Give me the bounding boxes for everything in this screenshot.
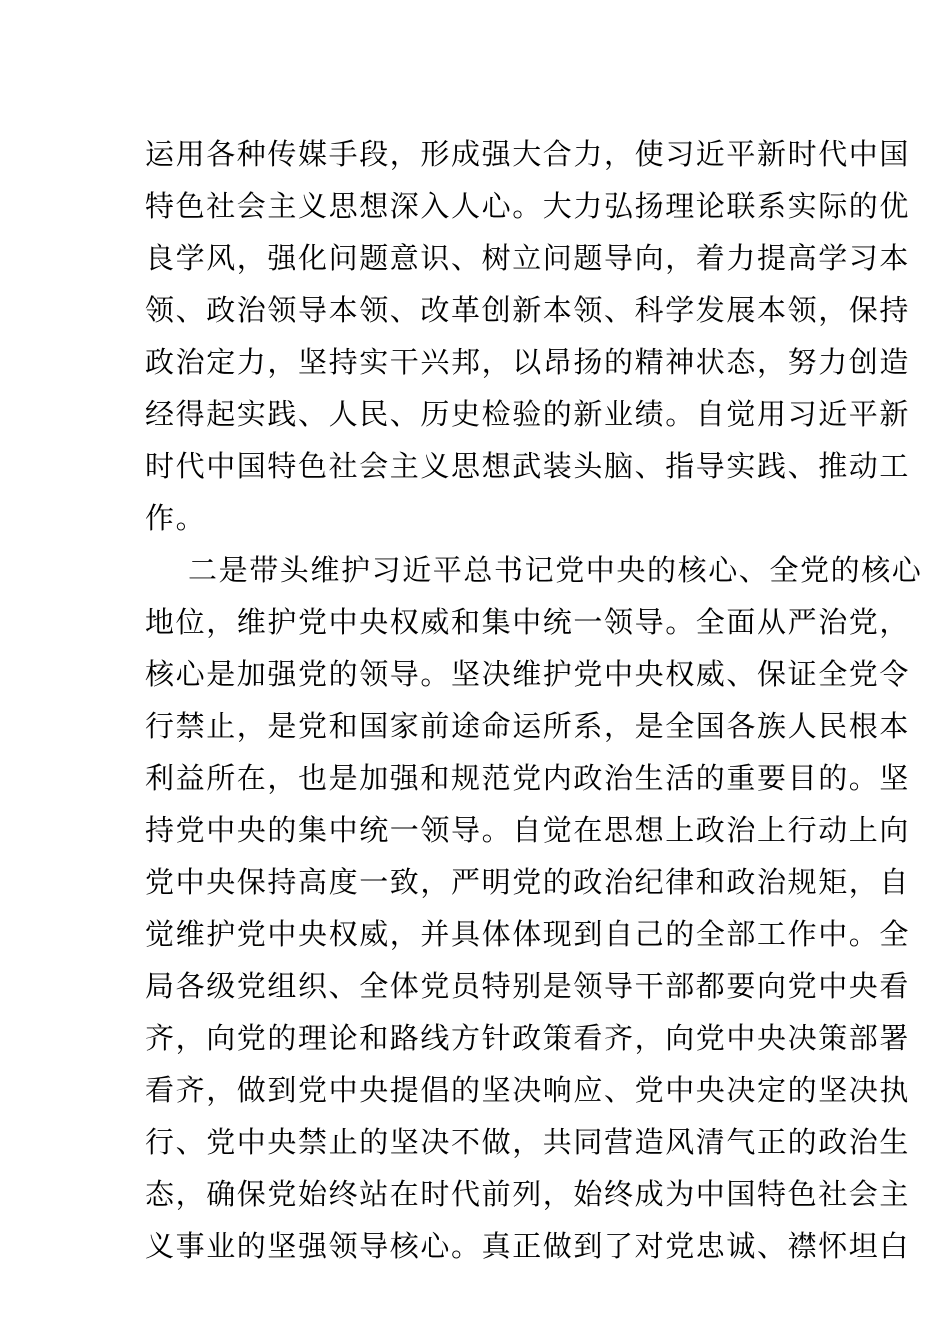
text-line: 行、党中央禁止的坚决不做，共同营造风清气正的政治生: [145, 1125, 911, 1159]
text-line: 时代中国特色社会主义思想武装头脑、指导实践、推动工: [145, 449, 911, 483]
text-line: 领、政治领导本领、改革创新本领、科学发展本领，保持: [145, 293, 911, 327]
text-line: 局各级党组织、全体党员特别是领导干部都要向党中央看: [145, 969, 911, 1003]
text-line: 齐，向党的理论和路线方针政策看齐，向党中央决策部署: [145, 1021, 911, 1055]
text-line: 义事业的坚强领导核心。真正做到了对党忠诚、襟怀坦白: [145, 1229, 911, 1263]
text-line: 利益所在，也是加强和规范党内政治生活的重要目的。坚: [145, 761, 911, 795]
text-line: 觉维护党中央权威，并具体体现到自己的全部工作中。全: [145, 917, 911, 951]
text-line: 核心是加强党的领导。坚决维护党中央权威、保证全党令: [145, 657, 911, 691]
text-line: 行禁止，是党和国家前途命运所系，是全国各族人民根本: [145, 709, 911, 743]
paragraph-first-line: 二是带头维护习近平总书记党中央的核心、全党的核心: [188, 553, 923, 587]
text-line: 态，确保党始终站在时代前列，始终成为中国特色社会主: [145, 1177, 911, 1211]
text-line: 持党中央的集中统一领导。自觉在思想上政治上行动上向: [145, 813, 911, 847]
text-line: 政治定力，坚持实干兴邦，以昂扬的精神状态，努力创造: [145, 345, 911, 379]
text-line: 党中央保持高度一致，严明党的政治纪律和政治规矩，自: [145, 865, 911, 899]
text-line: 经得起实践、人民、历史检验的新业绩。自觉用习近平新: [145, 397, 911, 431]
body-text: [145, 128, 923, 1272]
text-line: 作。: [145, 501, 207, 535]
text-line: 特色社会主义思想深入人心。大力弘扬理论联系实际的优: [145, 189, 911, 223]
text-line: 看齐，做到党中央提倡的坚决响应、党中央决定的坚决执: [145, 1073, 911, 1107]
text-line: 良学风，强化问题意识、树立问题导向，着力提高学习本: [145, 241, 911, 275]
text-line: 地位，维护党中央权威和集中统一领导。全面从严治党，: [145, 605, 911, 639]
text-line: 运用各种传媒手段，形成强大合力，使习近平新时代中国: [145, 137, 911, 171]
